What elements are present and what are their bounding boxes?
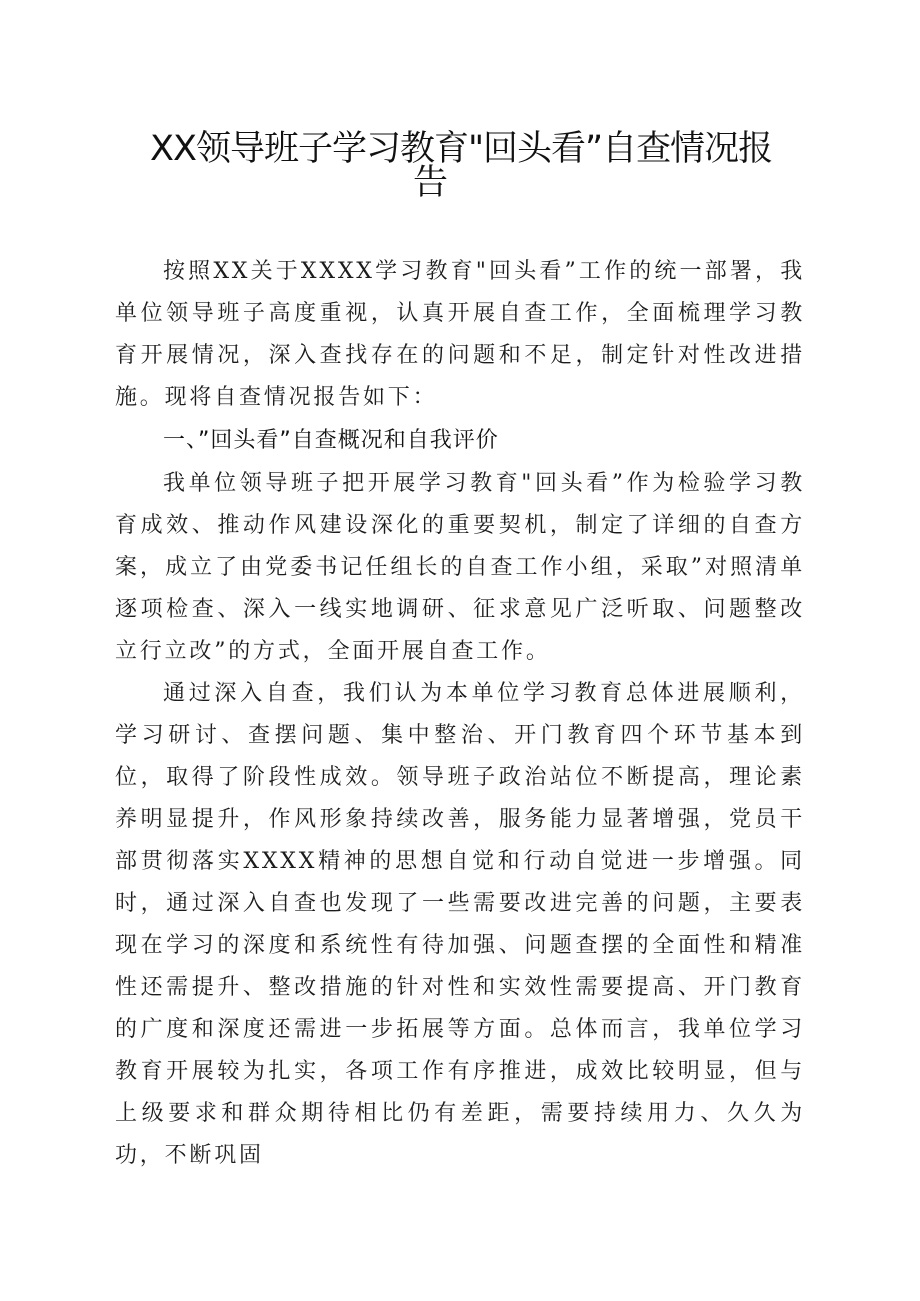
body-paragraph: 我单位领导班子把开展学习教育"回头看”作为检验学习教育成效、推动作风建设深化的重要契机，制定了详细的自查方案，成立了由党委书记任组长的自查工作小组，采取”对照清单逐项检查、深入一线实地调研、征求意见广泛听取、问题整改立行立改”的方式，全面开展自查工作。 — [115, 471, 805, 664]
body-paragraph: 通过深入自查，我们认为本单位学习教育总体进展顺利，学习研讨、查摆问题、集中整治、开门教育四个环节基本到位，取得了阶段性成效。领导班子政治站位不断提高，理论素养明显提升，作风形象持续改善，服务能力显著增强，党员干部贯彻落实XXXX精神的思想自觉和行动自觉进一步增强。同时，通过深入自查也发现了一些需要改进完善的问题，主要表现在学习的深度和系统性有待加强、问题查摆的全面性和精准性还需提升、整改措施的针对性和实效性需要提高、开门教育的广度和深度还需进一步拓展等方面。总体而言，我单位学习教育开展较为扎实，各项工作有序推进，成效比较明显，但与上级要求和群众期待相比仍有差距，需要持续用力、久久为功，不断巩固 — [115, 681, 805, 1168]
document-title — [150, 129, 773, 203]
title-line-2: 告 — [413, 163, 448, 203]
title-line-1: XX领导班子学习教育"回头看”自查情况报 — [150, 129, 773, 169]
document-body — [115, 251, 805, 1177]
section-heading: 一、”回头看”自查概况和自我评价 — [163, 428, 499, 453]
intro-paragraph: 按照XX关于XXXX学习教育"回头看”工作的统一部署，我单位领导班子高度重视，认真开展自查工作，全面梳理学习教育开展情况，深入查找存在的问题和不足，制定针对性改进措施。现将自查情况报告如下： — [115, 259, 805, 410]
